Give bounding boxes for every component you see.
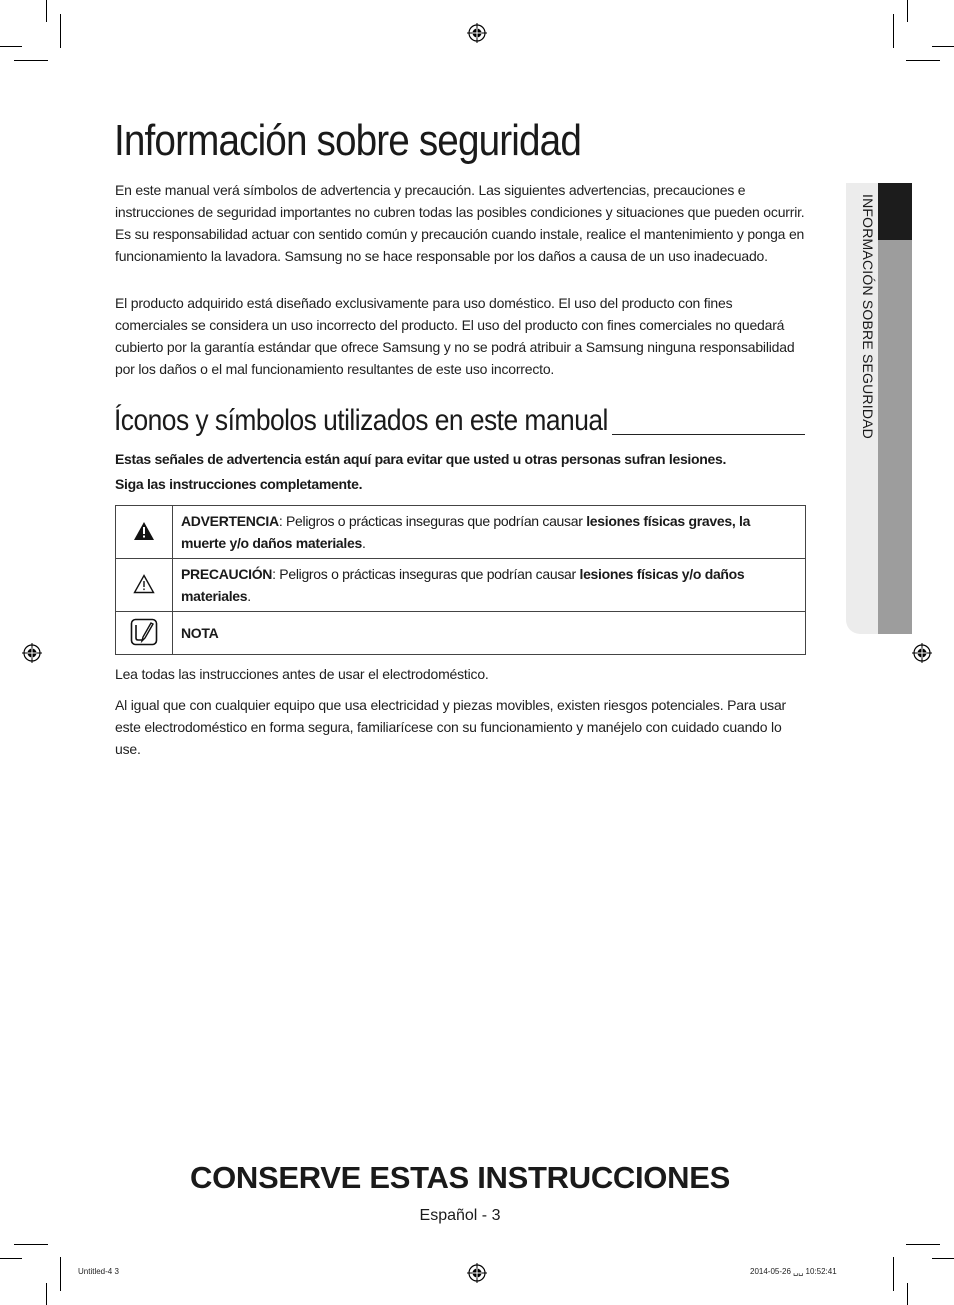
sidebar-track bbox=[878, 183, 912, 634]
registration-mark-icon bbox=[467, 1263, 487, 1283]
crop-mark bbox=[932, 1258, 954, 1259]
footer-title: CONSERVE ESTAS INSTRUCCIONES bbox=[190, 1160, 730, 1195]
warning-filled-triangle-icon bbox=[133, 521, 155, 541]
crop-mark bbox=[46, 0, 47, 22]
icon-cell bbox=[116, 612, 173, 655]
icon-cell bbox=[116, 506, 173, 559]
registration-mark-icon bbox=[467, 23, 487, 43]
term-text: : Peligros o prácticas inseguras que podrían causar bbox=[278, 513, 587, 529]
term-text: : Peligros o prácticas inseguras que podrían causar bbox=[272, 566, 580, 582]
table-row bbox=[116, 612, 806, 655]
crop-mark bbox=[893, 14, 894, 48]
term-label: PRECAUCIÓN bbox=[181, 566, 273, 582]
section-title: Íconos y símbolos utilizados en este manual bbox=[114, 404, 608, 437]
term-emphasis: lesiones físicas graves, la muerte y/o daños materiales bbox=[181, 513, 751, 551]
intro-paragraph: En este manual verá símbolos de advertencia y precaución. Las siguientes advertencias, precauciones e instrucciones de seguridad importantes no cubren todas las posibles condiciones y situaciones que pueden ocurrir. Es su responsabilidad actuar con sentido común y precaución cuando instale, realice el mantenimiento y ponga en funcionamiento la lavadora. Samsung no se hace responsable por los daños a causa de un uso inadecuado. bbox=[115, 182, 805, 264]
term-end: . bbox=[247, 588, 251, 604]
crop-mark bbox=[893, 1257, 894, 1291]
crop-mark bbox=[60, 14, 61, 48]
table-row bbox=[116, 559, 806, 612]
crop-mark bbox=[14, 60, 48, 61]
icon-description bbox=[173, 559, 806, 612]
caution-outline-triangle-icon bbox=[133, 574, 155, 594]
print-slug-right: 2014-05-26 ␣␣ 10:52:41 bbox=[750, 1267, 837, 1276]
icon-legend-table bbox=[115, 505, 806, 655]
crop-mark bbox=[14, 1244, 48, 1245]
table-row bbox=[116, 506, 806, 559]
crop-mark bbox=[906, 1244, 940, 1245]
crop-mark bbox=[907, 0, 908, 22]
crop-mark bbox=[46, 1283, 47, 1305]
closing-paragraph: Lea todas las instrucciones antes de usar el electrodoméstico. bbox=[115, 666, 489, 682]
closing-paragraph: Al igual que con cualquier equipo que usa electricidad y piezas movibles, existen riesgos potenciales. Para usar este electrodoméstico en forma segura, familiarícese con su funcionamiento y manéjelo con cuidado cuando lo use. bbox=[115, 697, 787, 757]
term-label: NOTA bbox=[181, 625, 219, 641]
section-rule bbox=[612, 434, 805, 435]
icon-description bbox=[173, 612, 806, 655]
registration-mark-icon bbox=[22, 643, 42, 663]
crop-mark bbox=[0, 46, 22, 47]
page-number: Español - 3 bbox=[419, 1207, 501, 1224]
page-title: Información sobre seguridad bbox=[114, 116, 581, 165]
registration-mark-icon bbox=[912, 643, 932, 663]
print-slug-left: Untitled-4 3 bbox=[78, 1267, 119, 1276]
term-emphasis: lesiones físicas y/o daños materiales bbox=[181, 566, 745, 604]
icon-cell bbox=[116, 559, 173, 612]
crop-mark bbox=[932, 46, 954, 47]
sidebar-active-marker bbox=[878, 183, 912, 240]
term-label: ADVERTENCIA bbox=[181, 513, 279, 529]
icon-description bbox=[173, 506, 806, 559]
sidebar-label: INFORMACIÓN SOBRE SEGURIDAD bbox=[860, 194, 876, 439]
crop-mark bbox=[906, 60, 940, 61]
crop-mark bbox=[0, 1258, 22, 1259]
warning-intro-line: Siga las instrucciones completamente. bbox=[115, 476, 363, 492]
crop-mark bbox=[60, 1257, 61, 1291]
term-end: . bbox=[361, 535, 366, 551]
crop-mark bbox=[907, 1283, 908, 1305]
warning-intro-line: Estas señales de advertencia están aquí para evitar que usted u otras personas sufran lesiones. bbox=[115, 451, 727, 467]
note-pencil-icon bbox=[130, 618, 158, 646]
intro-paragraph: El producto adquirido está diseñado exclusivamente para uso doméstico. El uso del producto con fines comerciales se considera un uso incorrecto del producto. El uso del producto con fines comerciales no quedará cubierto por la garantía estándar que ofrece Samsung y no se podrá atribuir a Samsung ninguna responsabilidad por los daños o el mal funcionamiento resultantes de este uso incorrecto. bbox=[115, 295, 795, 377]
